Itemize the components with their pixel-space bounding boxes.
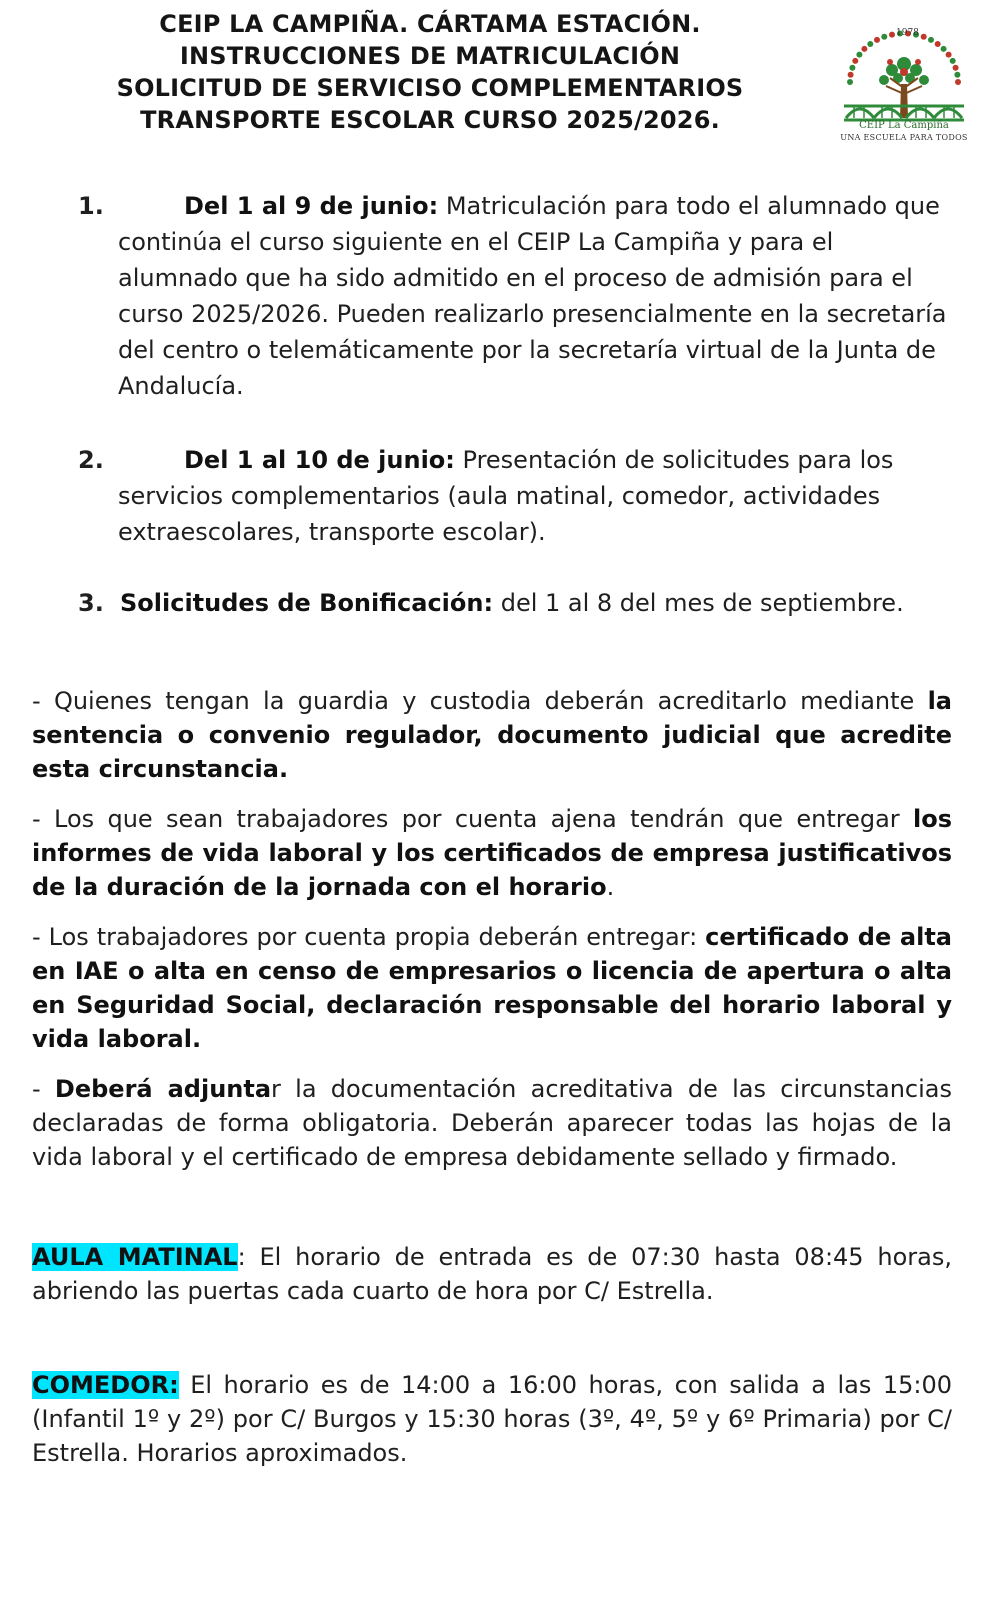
logo-school-name: CEIP La Campiña [859, 120, 949, 131]
title-line-3: SOLICITUD DE SERVICISO COMPLEMENTARIOS [116, 74, 744, 102]
item-date: Del 1 al 10 de junio: [184, 446, 455, 474]
logo-dot-icon [852, 58, 858, 64]
item-number: 1. [78, 192, 104, 220]
logo-dot-icon [928, 37, 934, 43]
item-date: Del 1 al 9 de junio: [184, 192, 439, 220]
title-line-1: CEIP LA CAMPIÑA. CÁRTAMA ESTACIÓN. [159, 10, 701, 38]
logo-dot-icon [953, 65, 959, 71]
item-text: del 1 al 8 del mes de septiembre. [493, 589, 904, 617]
item-text: Presentación de solicitudes para los servicios complementarios (aula matinal, comedor, actividades extraescolares, transporte escolar). [118, 446, 894, 546]
logo-dot-icon [847, 79, 853, 85]
requirement-paragraph: - Los trabajadores por cuenta propia deberán entregar: certificado de alta en IAE o alta en censo de empresarios o licencia de apertura o alta en Seguridad Social, declaración responsable del horario laboral y vida laboral. [32, 923, 952, 1053]
title-line-4: TRANSPORTE ESCOLAR CURSO 2025/2026. [140, 106, 720, 134]
logo-dot-icon [935, 41, 941, 47]
logo-dot-icon [921, 34, 927, 40]
aula-matinal-text: El horario de entrada es de 07:30 hasta 08:45 horas, abriendo las puertas cada cuarto de hora por C/ Estrella. [32, 1243, 952, 1305]
comedor-section [32, 1368, 952, 1470]
comedor-text: El horario es de 14:00 a 16:00 horas, con salida a las 15:00 (Infantil 1º y 2º) por C/ Burgos y 15:30 horas (3º, 4º, 5º y 6º Primaria) por C/ Estrella. Horarios aproximados. [32, 1371, 952, 1467]
comedor-label: COMEDOR: [32, 1371, 179, 1399]
list-item [78, 442, 948, 550]
logo-dot-icon [861, 46, 867, 52]
list-item [78, 188, 948, 404]
logo-dot-icon [849, 65, 855, 71]
requirement-paragraph: - Quienes tengan la guardia y custodia deberán acreditarlo mediante la sentencia o convenio regulador, documento judicial que acredite esta circunstancia. [32, 687, 952, 783]
logo-dot-icon [881, 34, 887, 40]
document-title [80, 8, 780, 136]
logo-dot-icon [955, 79, 961, 85]
aula-matinal-section: AULA MATINAL: El horario de entrada es de 07:30 hasta 08:45 horas, abriendo las puertas cada cuarto de hora por C/ Estrella. [32, 1243, 952, 1305]
title-line-2: INSTRUCCIONES DE MATRICULACIÓN [179, 42, 681, 70]
list-item [78, 585, 958, 621]
item-number: 2. [78, 446, 104, 474]
logo-dot-icon [950, 58, 956, 64]
logo-dot-icon [848, 72, 854, 78]
logo-dot-icon [889, 32, 895, 38]
logo-motto: UNA ESCUELA PARA TODOS [840, 133, 968, 142]
item-number: 3. [78, 589, 104, 617]
logo-dot-icon [954, 72, 960, 78]
logo-dot-icon [867, 41, 873, 47]
logo-dot-icon [946, 52, 952, 58]
logo-dot-icon [856, 52, 862, 58]
item-heading: Solicitudes de Bonificación: [120, 589, 494, 617]
aula-matinal-label: AULA MATINAL [32, 1243, 238, 1271]
requirement-paragraph: - Los que sean trabajadores por cuenta ajena tendrán que entregar los informes de vida laboral y los certificados de empresa justificativos de la duración de la jornada con el horario. [32, 805, 952, 901]
logo-dot-icon [874, 37, 880, 43]
logo-dot-icon [941, 46, 947, 52]
requirement-paragraph: - Deberá adjuntar la documentación acreditativa de las circunstancias declaradas de forma obligatoria. Deberán aparecer todas las hojas de la vida laboral y el certificado de empresa debidamente sellado y firmado. [32, 1075, 952, 1171]
item-text: Matriculación para todo el alumnado que continúa el curso siguiente en el CEIP La Campiña y para el alumnado que ha sido admitido en el proceso de admisión para el curso 2025/2026. Pueden realizarlo presencialmente en la secretaría del centro o telemáticamente por la secretaría virtual de la Junta de Andalucía. [118, 192, 947, 400]
logo-year: 1978 [896, 28, 919, 38]
